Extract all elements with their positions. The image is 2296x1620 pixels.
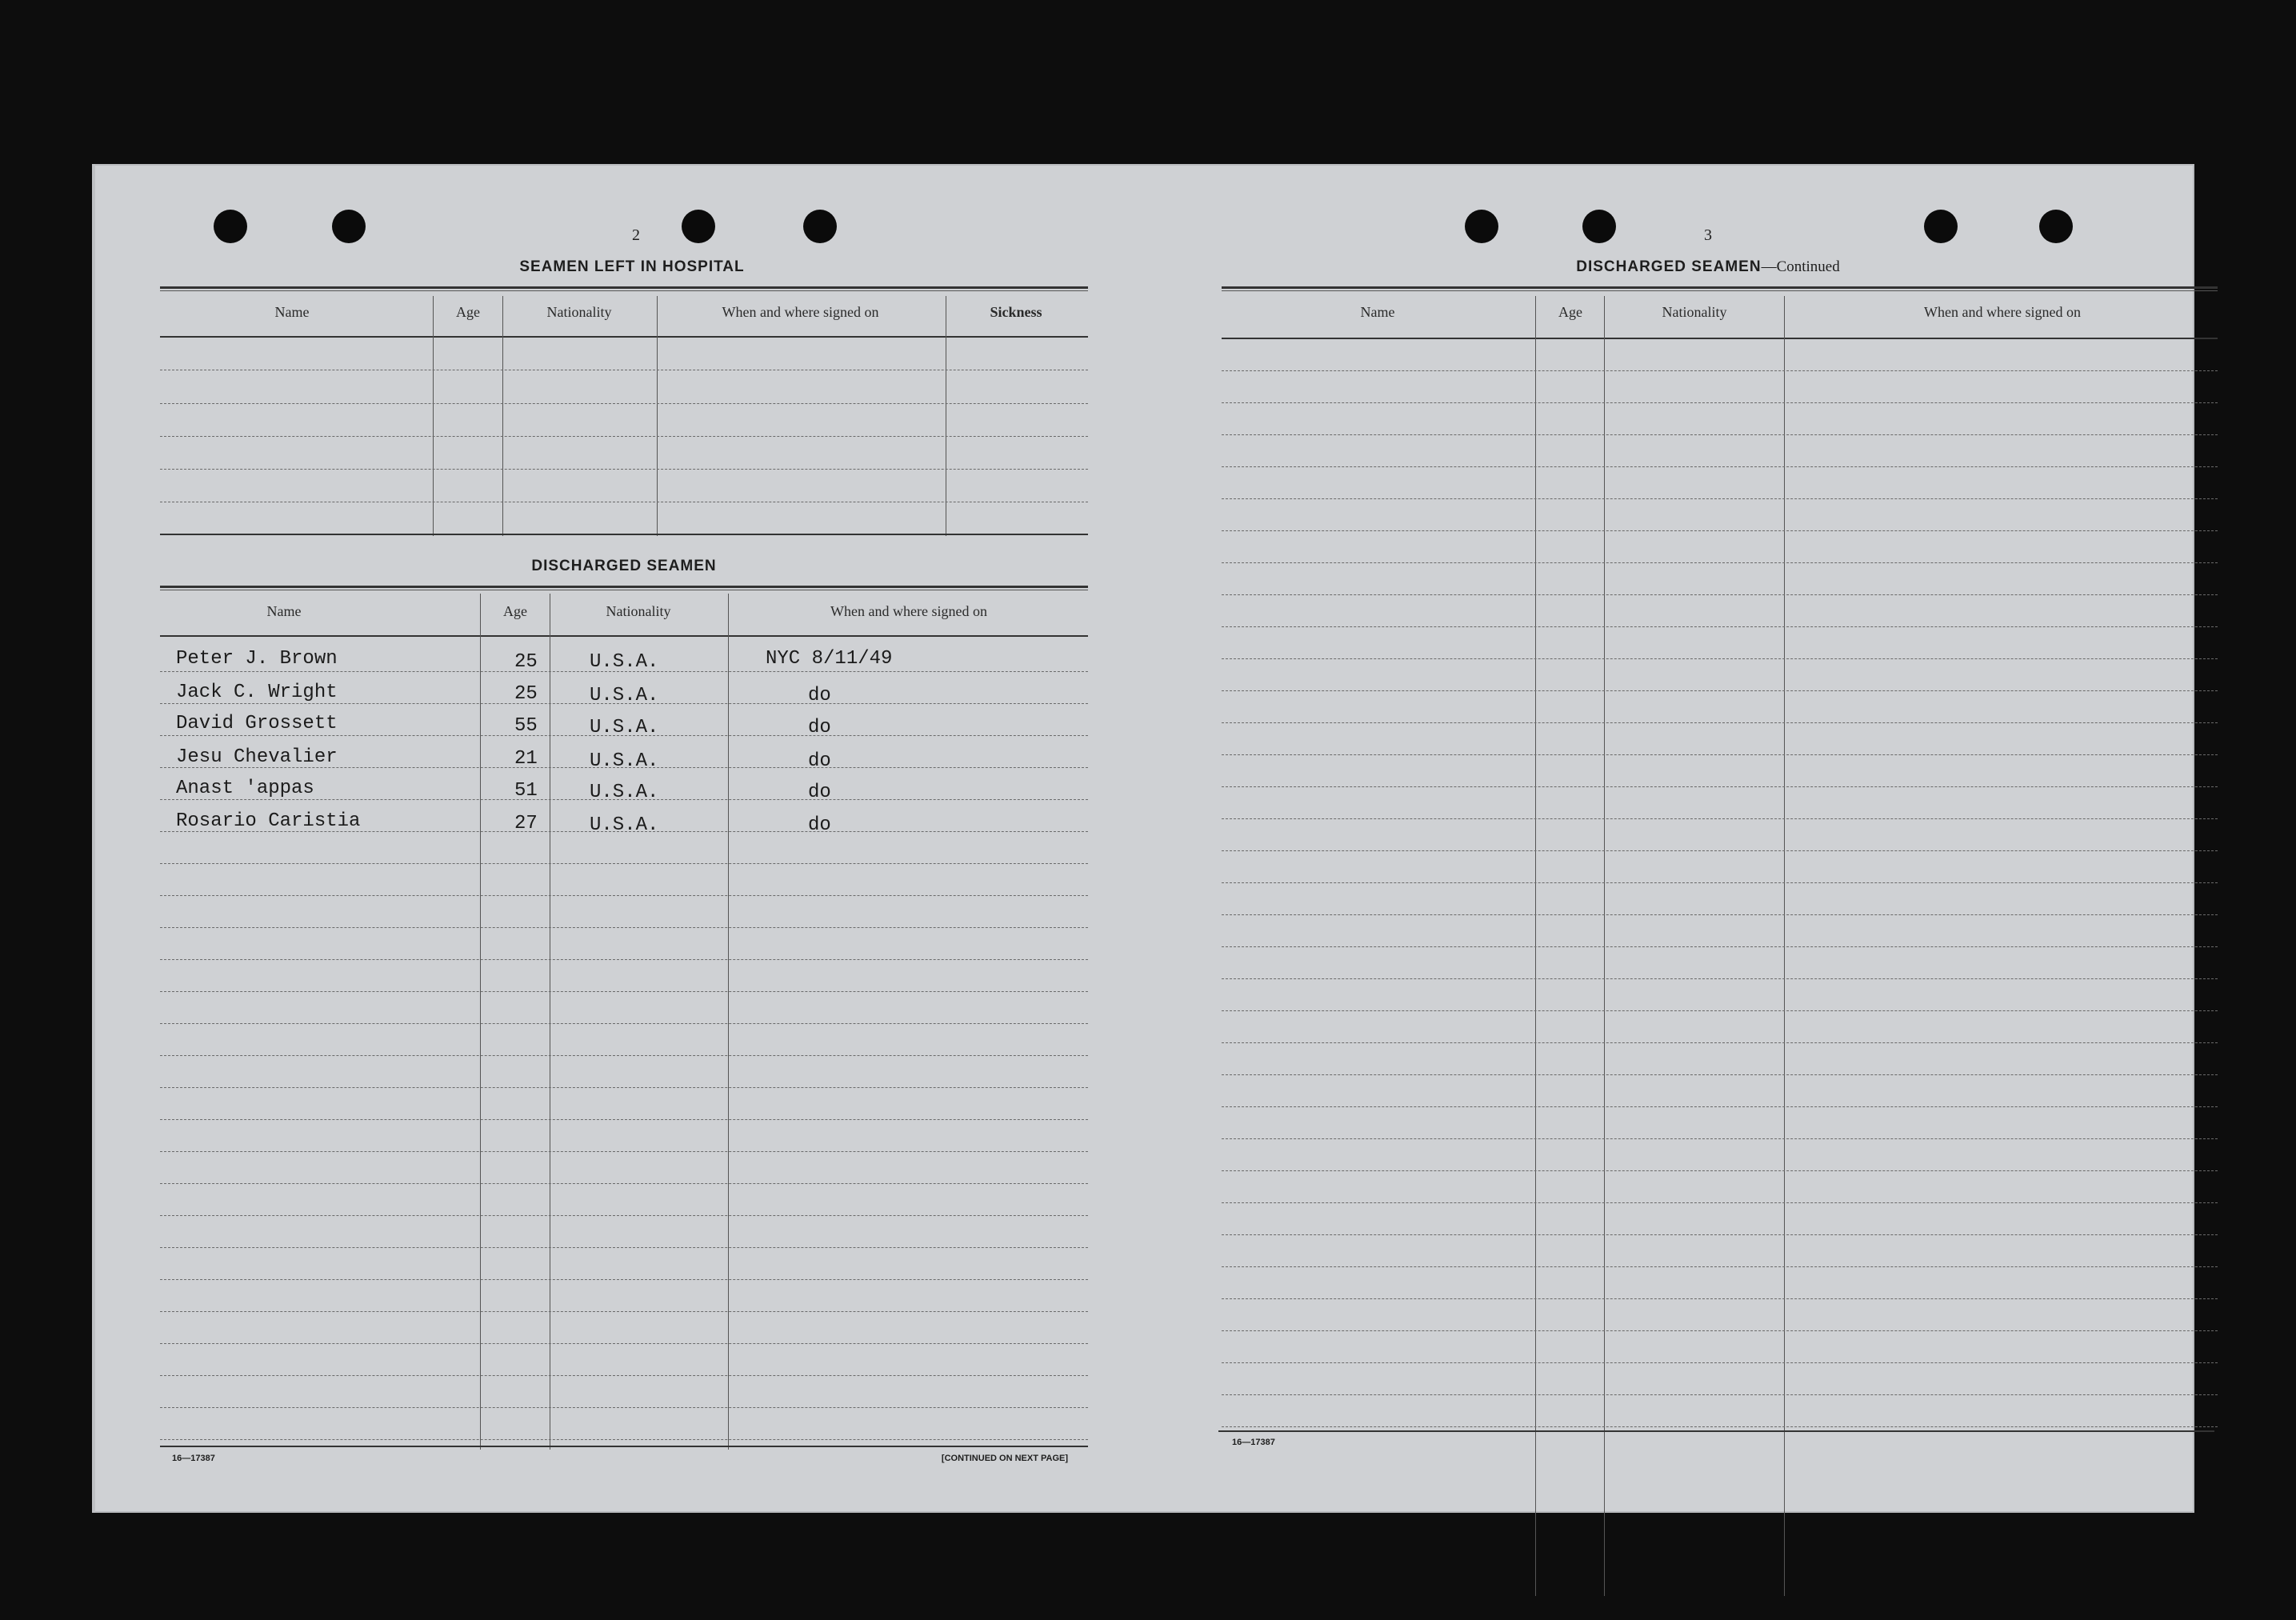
seaman-nationality: U.S.A. — [590, 782, 659, 803]
right-col-name: Name — [1360, 304, 1395, 320]
seaman-signed-on: do — [808, 814, 831, 836]
row-line — [1222, 1138, 2218, 1139]
row-line — [1222, 882, 2218, 883]
row-line — [1222, 1394, 2218, 1395]
row-line — [160, 703, 1088, 704]
seaman-age: 51 — [514, 780, 538, 802]
row-line — [1222, 530, 2218, 531]
seaman-age: 27 — [514, 813, 538, 834]
row-line — [1222, 818, 2218, 819]
row-line — [160, 959, 1088, 960]
discharged-table-bottom-rule — [160, 1446, 1088, 1447]
punch-hole — [1465, 210, 1498, 243]
scan-mark — [92, 164, 95, 1513]
seaman-signed-on: do — [808, 750, 831, 772]
seaman-name: Jack C. Wright — [176, 682, 338, 703]
row-line — [160, 1119, 1088, 1120]
row-line — [1222, 690, 2218, 691]
row-line — [1222, 1202, 2218, 1203]
row-line — [1222, 1234, 2218, 1235]
form-number-left: 16—17387 — [172, 1454, 215, 1463]
seaman-age: 21 — [514, 748, 538, 770]
discharged-header-rule — [160, 635, 1088, 637]
seaman-name: Anast 'appas — [176, 778, 314, 799]
discharged-continued-suffix: —Continued — [1761, 258, 1840, 275]
discharged-table-top-rule — [160, 586, 1088, 590]
seaman-name: Peter J. Brown — [176, 648, 338, 670]
row-line — [1222, 754, 2218, 755]
row-line — [160, 1375, 1088, 1376]
row-line — [160, 1023, 1088, 1024]
row-line — [1222, 1426, 2218, 1427]
row-line — [1222, 498, 2218, 499]
discharged-col-signed-on: When and where signed on — [830, 603, 987, 619]
row-line — [160, 831, 1088, 832]
hospital-col-nationality: Nationality — [546, 304, 612, 320]
row-line — [160, 1055, 1088, 1056]
punch-hole — [2039, 210, 2073, 243]
seaman-nationality: U.S.A. — [590, 750, 659, 772]
page-number-left: 2 — [632, 226, 640, 244]
row-line — [1222, 658, 2218, 659]
row-line — [160, 1279, 1088, 1280]
punch-hole — [682, 210, 715, 243]
seaman-signed-on: NYC 8/11/49 — [766, 648, 893, 670]
hospital-col-divider — [433, 296, 434, 536]
row-line — [160, 1407, 1088, 1408]
discharged-continued-title — [1220, 258, 2196, 276]
row-line — [1222, 594, 2218, 595]
row-line — [160, 1183, 1088, 1184]
hospital-col-signed-on: When and where signed on — [722, 304, 879, 320]
seaman-signed-on: do — [808, 782, 831, 803]
document-sheet — [92, 164, 2194, 1513]
row-line — [160, 1215, 1088, 1216]
row-line — [1222, 1170, 2218, 1171]
seaman-nationality: U.S.A. — [590, 814, 659, 836]
seaman-age: 25 — [514, 651, 538, 673]
seaman-nationality: U.S.A. — [590, 651, 659, 673]
row-line — [160, 1087, 1088, 1088]
row-line — [1222, 722, 2218, 723]
row-line — [1222, 466, 2218, 467]
seaman-nationality: U.S.A. — [590, 717, 659, 738]
discharged-continued-title-main: DISCHARGED SEAMEN — [1576, 258, 1762, 275]
right-col-age: Age — [1558, 304, 1582, 320]
hospital-col-divider — [657, 296, 658, 536]
hospital-col-name: Name — [274, 304, 310, 320]
hospital-row-line — [160, 469, 1088, 470]
row-line — [160, 1343, 1088, 1344]
hospital-table-bottom-rule — [160, 534, 1088, 535]
row-line — [1222, 370, 2218, 371]
row-line — [160, 799, 1088, 800]
row-line — [160, 671, 1088, 672]
row-line — [1222, 1010, 2218, 1011]
hospital-row-line — [160, 436, 1088, 437]
row-line — [1222, 946, 2218, 947]
seaman-name: Jesu Chevalier — [176, 746, 338, 768]
row-line — [1222, 1330, 2218, 1331]
seaman-age: 55 — [514, 715, 538, 737]
punch-hole — [332, 210, 366, 243]
row-line — [1222, 1106, 2218, 1107]
form-number-right: 16—17387 — [1232, 1438, 1275, 1447]
row-line — [1222, 1298, 2218, 1299]
punch-hole — [803, 210, 837, 243]
seaman-name: Rosario Caristia — [176, 810, 361, 832]
hospital-row-line — [160, 403, 1088, 404]
row-line — [160, 1247, 1088, 1248]
row-line — [1222, 562, 2218, 563]
punch-hole — [1924, 210, 1958, 243]
row-line — [160, 991, 1088, 992]
row-line — [1222, 402, 2218, 403]
row-line — [1222, 1042, 2218, 1043]
seaman-age: 25 — [514, 683, 538, 705]
row-line — [1222, 1074, 2218, 1075]
hospital-table-top-rule — [160, 286, 1088, 291]
page-number-right: 3 — [1704, 226, 1712, 244]
right-table-bottom-rule — [1218, 1430, 2214, 1432]
row-line — [1222, 1266, 2218, 1267]
row-line — [160, 895, 1088, 896]
discharged-col-name: Name — [266, 603, 302, 619]
seaman-signed-on: do — [808, 717, 831, 738]
hospital-col-sickness: Sickness — [990, 304, 1042, 320]
row-line — [160, 1311, 1088, 1312]
right-col-signed-on: When and where signed on — [1924, 304, 2081, 320]
row-line — [160, 1151, 1088, 1152]
row-line — [160, 735, 1088, 736]
seaman-signed-on: do — [808, 685, 831, 706]
discharged-col-age: Age — [503, 603, 527, 619]
right-table-top-rule — [1222, 286, 2218, 291]
hospital-header-rule — [160, 336, 1088, 338]
hospital-section-title: SEAMEN LEFT IN HOSPITAL — [519, 258, 745, 275]
punch-hole — [214, 210, 247, 243]
row-line — [160, 863, 1088, 864]
seaman-nationality: U.S.A. — [590, 685, 659, 706]
hospital-col-divider — [502, 296, 503, 536]
discharged-col-divider — [480, 594, 481, 1450]
row-line — [160, 767, 1088, 768]
row-line — [1222, 626, 2218, 627]
seaman-name: David Grossett — [176, 713, 338, 734]
right-header-rule — [1222, 338, 2218, 339]
row-line — [160, 927, 1088, 928]
row-line — [1222, 434, 2218, 435]
row-line — [160, 1439, 1088, 1440]
discharged-section-title: DISCHARGED SEAMEN — [531, 558, 717, 574]
row-line — [1222, 914, 2218, 915]
row-line — [1222, 786, 2218, 787]
discharged-col-nationality: Nationality — [606, 603, 671, 619]
right-col-nationality: Nationality — [1662, 304, 1727, 320]
continued-note: [CONTINUED ON NEXT PAGE] — [941, 1454, 1068, 1463]
row-line — [1222, 978, 2218, 979]
row-line — [1222, 1362, 2218, 1363]
punch-hole — [1582, 210, 1616, 243]
row-line — [1222, 850, 2218, 851]
hospital-col-age: Age — [456, 304, 480, 320]
discharged-col-divider — [728, 594, 729, 1450]
